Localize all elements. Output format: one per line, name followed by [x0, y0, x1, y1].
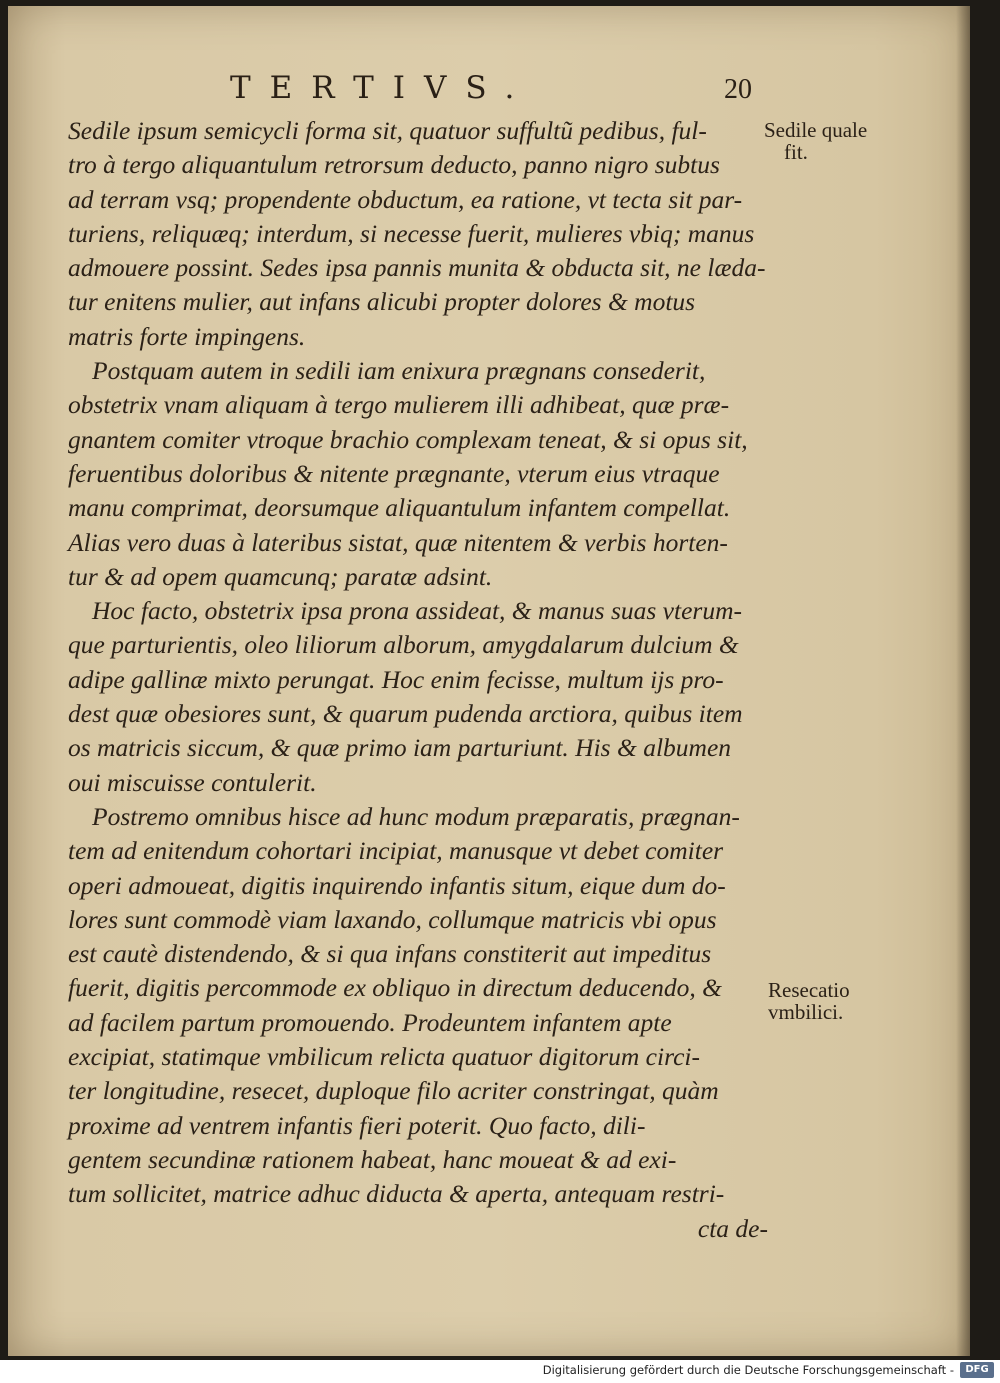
footer-credit: Digitalisierung gefördert durch die Deutsche Forschungsgemeinschaft -: [542, 1363, 954, 1377]
text-line: Sedile ipsum semicycli forma sit, quatuor suffultũ pedibus, ful-: [68, 116, 707, 145]
text-line: admouere possint. Sedes ipsa pannis munita & obducta sit, ne læda-: [68, 253, 766, 283]
text-line: Postremo omnibus hisce ad hunc modum præparatis, prægnan-: [92, 801, 740, 831]
marginal-note-resecatio: [768, 979, 850, 1023]
text-line: obstetrix vnam aliquam à tergo mulierem illi adhibeat, quæ præ-: [68, 390, 730, 420]
text-line: tem ad enitendum cohortari incipiat, manusque vt debet comiter: [68, 836, 724, 866]
text-line: est cautè distendendo, & si qua infans constiterit aut impeditus: [68, 939, 712, 969]
text-line: excipiat, statimque vmbilicum relicta quatuor digitorum circi-: [68, 1042, 700, 1072]
text-line: turiens, reliquæq; interdum, si necesse fuerit, mulieres vbiq; manus: [68, 218, 755, 248]
text-line: Postquam autem in sedili iam enixura prægnans consederit,: [92, 356, 706, 386]
text-line: manu comprimat, deorsumque aliquantulum infantem compellat.: [68, 493, 731, 523]
marginal-note-sedile: [764, 119, 867, 163]
text-line: dest quæ obesiores sunt, & quarum pudenda arctiora, quibus item: [68, 699, 743, 729]
text-line: Hoc facto, obstetrix ipsa prona assideat, & manus suas vterum-: [92, 596, 742, 626]
text-line: gnantem comiter vtroque brachio complexam teneat, & si opus sit,: [68, 424, 748, 454]
body-text: [68, 114, 768, 1246]
text-line: ad facilem partum promouendo. Prodeuntem infantem apte: [68, 1007, 672, 1037]
text-line: tur & ad opem quamcunq; paratæ adsint.: [68, 561, 493, 591]
text-line: ter longitudine, resecet, duploque filo acriter constringat, quàm: [68, 1076, 719, 1106]
marginal-note-line: Sedile quale: [764, 118, 868, 142]
digitization-footer: [0, 1360, 1000, 1383]
text-line: tur enitens mulier, aut infans alicubi propter dolores & motus: [68, 287, 696, 317]
text-line: oui miscuisse contulerit.: [68, 767, 317, 797]
text-line: Alias vero duas à lateribus sistat, quæ nitentem & verbis horten-: [68, 527, 728, 557]
running-head: TERTIVS.: [230, 70, 534, 106]
text-line: adipe gallinæ mixto perungat. Hoc enim fecisse, multum ijs pro-: [68, 664, 724, 694]
marginal-note-line: fit.: [784, 140, 808, 164]
text-line: que parturientis, oleo liliorum alborum, amygdalarum dulcium &: [68, 630, 739, 660]
text-line: operi admoueat, digitis inquirendo infantis situm, eique dum do-: [68, 870, 726, 900]
text-line: ad terram vsq; propendente obductum, ea ratione, vt tecta sit par-: [68, 184, 743, 214]
text-line: feruentibus doloribus & nitente prægnante, vterum eius vtraque: [68, 458, 720, 488]
page-edge-shadow: [956, 6, 970, 1356]
text-line: matris forte impingens.: [68, 321, 306, 351]
text-line: tro à tergo aliquantulum retrorsum deducto, panno nigro subtus: [68, 150, 720, 180]
text-line: lores sunt commodè viam laxando, collumque matricis vbi opus: [68, 904, 717, 934]
text-line: gentem secundinæ rationem habeat, hanc moueat & ad exi-: [68, 1144, 677, 1174]
marginal-note-line: vmbilici.: [768, 1000, 844, 1024]
text-line: proxime ad ventrem infantis fieri poterit. Quo facto, dili-: [68, 1110, 646, 1140]
text-line: tum sollicitet, matrice adhuc diducta & aperta, antequam restri-: [68, 1179, 725, 1209]
page-number: 20: [724, 74, 752, 105]
dfg-logo: DFG: [960, 1362, 994, 1378]
book-page: [8, 6, 970, 1356]
catchword: cta de-: [697, 1213, 768, 1243]
text-line: fuerit, digitis percommode ex obliquo in directum deducendo, &: [68, 973, 722, 1003]
text-line: os matricis siccum, & quæ primo iam parturiunt. His & albumen: [68, 733, 732, 763]
marginal-note-line: Resecatio: [768, 978, 850, 1002]
